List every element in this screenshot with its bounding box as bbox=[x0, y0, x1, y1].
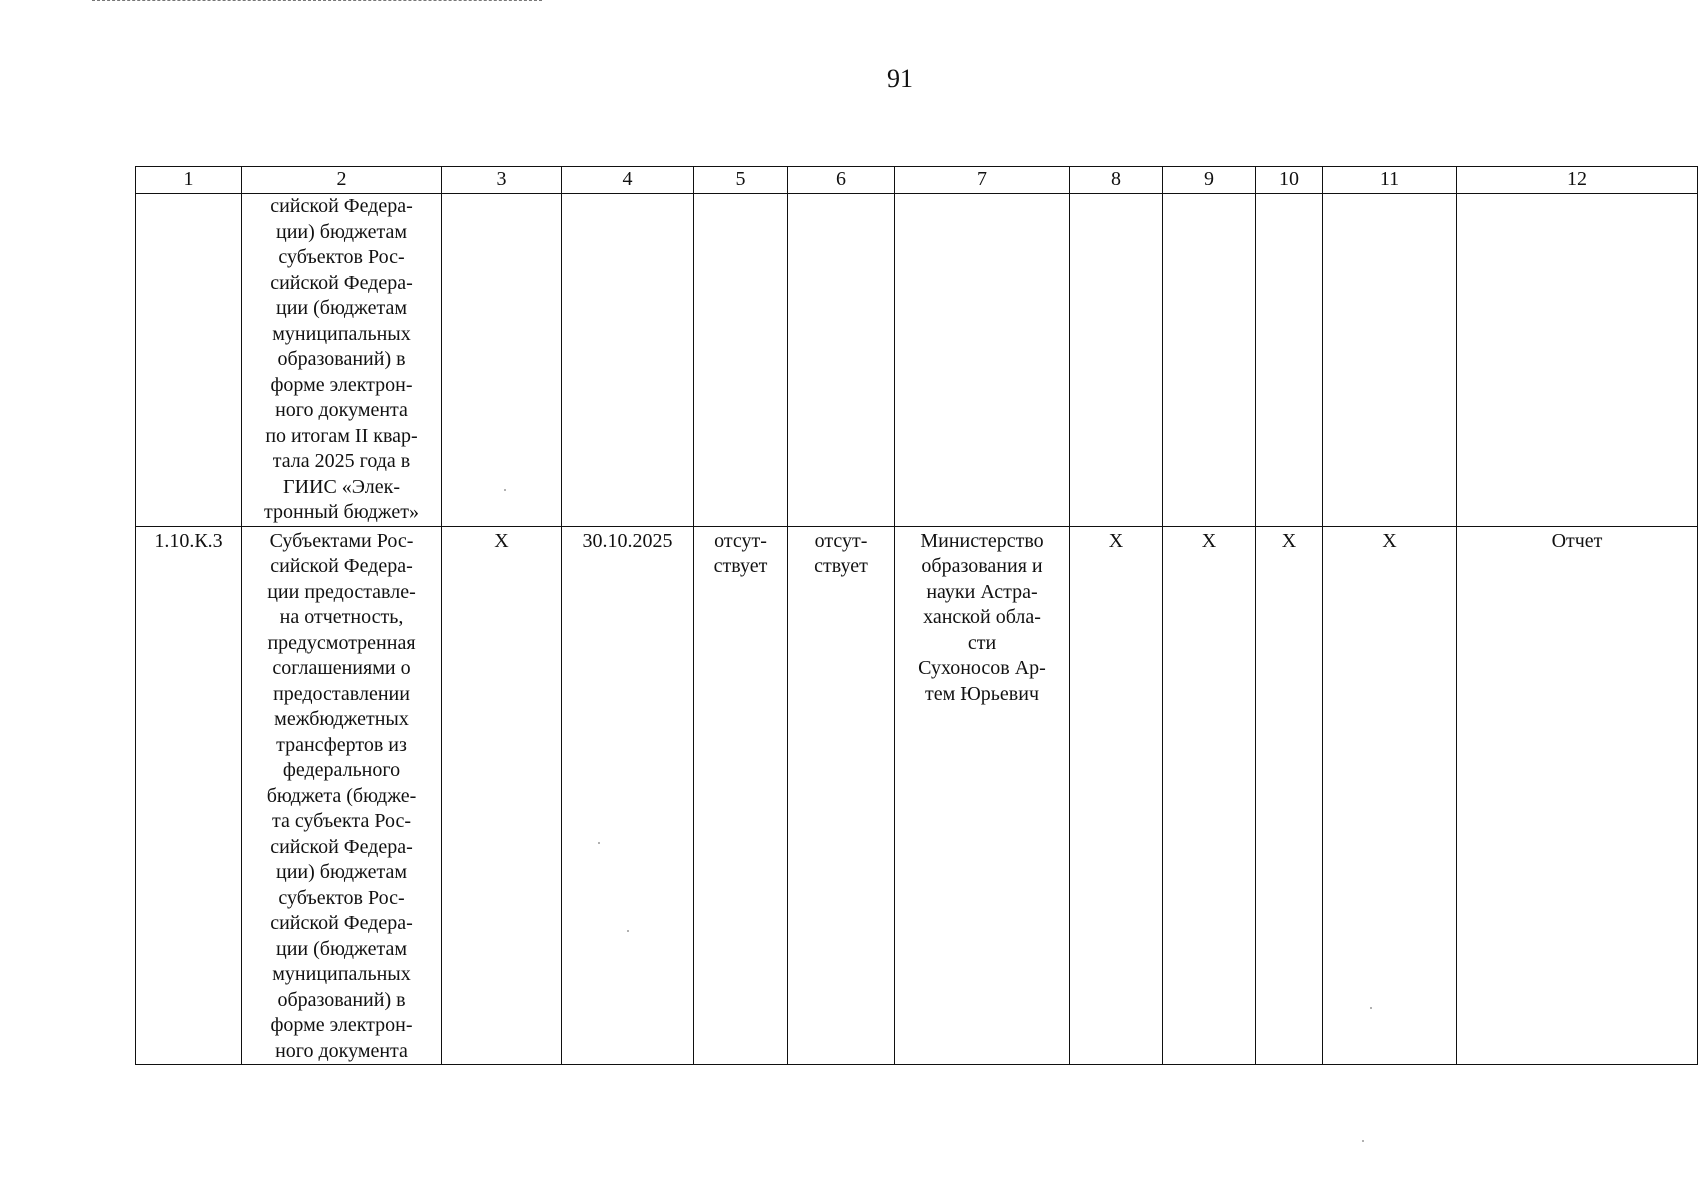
table-row-continued bbox=[136, 194, 1698, 527]
column-header-12: 12 bbox=[1457, 167, 1698, 194]
cell-col9: X bbox=[1163, 526, 1256, 1065]
table-row-1-10-k-3 bbox=[136, 526, 1698, 1065]
cell-col11 bbox=[1323, 194, 1457, 527]
cell-description: сийской Федера- ции) бюджетам субъектов Рос- сийской Федера- ции (бюджетам муниципальных образований) в форме электрон- ного документа по итогам II квар- тала 2025 года в ГИИС «Элек- тронный бюджет» bbox=[242, 194, 442, 527]
cell-col3 bbox=[442, 194, 562, 527]
column-header-3: 3 bbox=[442, 167, 562, 194]
cell-col5: отсут- ствует bbox=[694, 526, 788, 1065]
scan-speck bbox=[504, 489, 506, 491]
cell-col6: отсут- ствует bbox=[788, 526, 895, 1065]
cell-col4 bbox=[562, 194, 694, 527]
cell-responsible: Министерство образования и науки Астра- ханской обла- сти Сухоносов Ар- тем Юрьевич bbox=[895, 526, 1070, 1065]
column-header-1: 1 bbox=[136, 167, 242, 194]
top-scan-rule bbox=[92, 0, 542, 2]
column-header-8: 8 bbox=[1070, 167, 1163, 194]
cell-col6 bbox=[788, 194, 895, 527]
page-number: 91 bbox=[887, 64, 913, 93]
column-header-5: 5 bbox=[694, 167, 788, 194]
cell-col10: X bbox=[1256, 526, 1323, 1065]
cell-col3: X bbox=[442, 526, 562, 1065]
scan-speck bbox=[627, 930, 629, 932]
cell-date: 30.10.2025 bbox=[562, 526, 694, 1065]
cell-number bbox=[136, 194, 242, 527]
scan-speck bbox=[1370, 1007, 1372, 1009]
document-table bbox=[135, 166, 1698, 1065]
column-header-4: 4 bbox=[562, 167, 694, 194]
table-header-row bbox=[136, 167, 1698, 194]
cell-col11: X bbox=[1323, 526, 1457, 1065]
scan-speck bbox=[598, 842, 600, 844]
cell-description: Субъектами Рос- сийской Федера- ции предоставле- на отчетность, предусмотренная соглашениями о предоставлении межбюджетных трансфертов из федерального бюджета (бюдже- та субъекта Рос- сийской Федера- ции) бюджетам субъектов Рос- сийской Федера- ции (бюджетам муниципальных образований) в форме электрон- ного документа bbox=[242, 526, 442, 1065]
cell-col12 bbox=[1457, 194, 1698, 527]
column-header-6: 6 bbox=[788, 167, 895, 194]
cell-result: Отчет bbox=[1457, 526, 1698, 1065]
column-header-2: 2 bbox=[242, 167, 442, 194]
cell-col8 bbox=[1070, 194, 1163, 527]
cell-number: 1.10.К.3 bbox=[136, 526, 242, 1065]
cell-col10 bbox=[1256, 194, 1323, 527]
cell-col5 bbox=[694, 194, 788, 527]
column-header-11: 11 bbox=[1323, 167, 1457, 194]
cell-col8: X bbox=[1070, 526, 1163, 1065]
column-header-7: 7 bbox=[895, 167, 1070, 194]
column-header-9: 9 bbox=[1163, 167, 1256, 194]
cell-col9 bbox=[1163, 194, 1256, 527]
scan-speck bbox=[1362, 1140, 1364, 1142]
cell-col7 bbox=[895, 194, 1070, 527]
column-header-10: 10 bbox=[1256, 167, 1323, 194]
